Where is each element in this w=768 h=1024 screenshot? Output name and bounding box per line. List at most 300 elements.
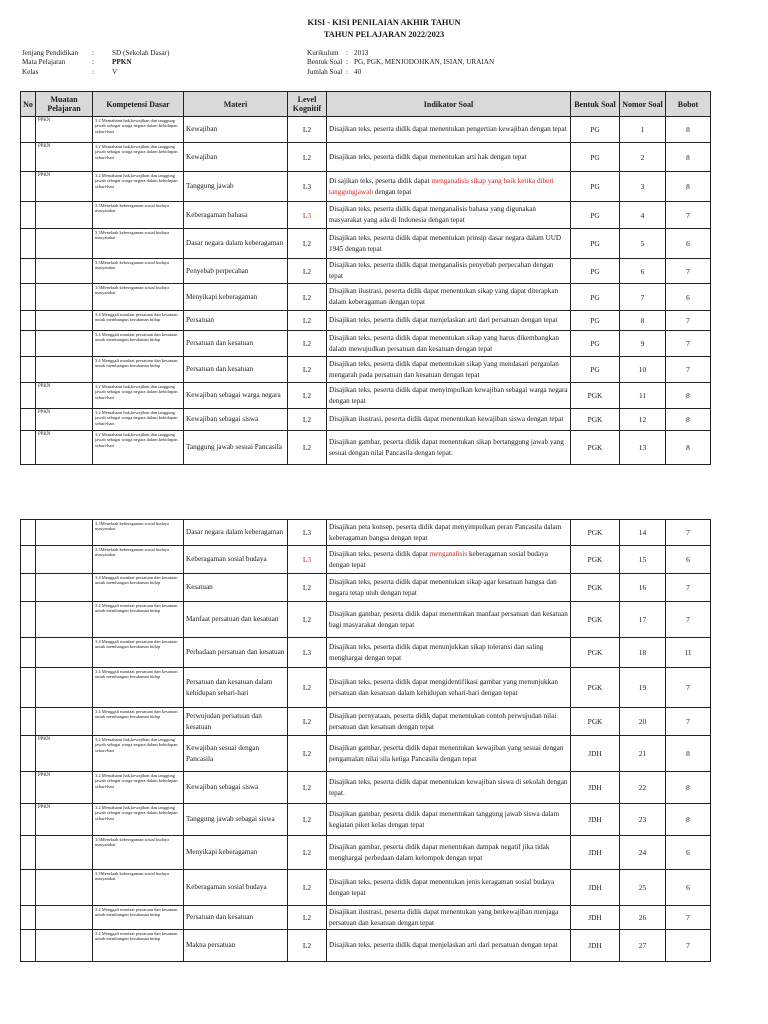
cell-muatan [36, 836, 93, 870]
cell-bobot: 8 [666, 736, 711, 772]
cell-bentuk: PG [571, 311, 620, 331]
cell-kompetensi: 3.2 Memahami hak,kewajiban dan tanggung jawab sebagai warga negara dalam kehidupan sehari-hari [93, 409, 184, 431]
table-row [21, 804, 711, 836]
cell-no [21, 383, 36, 409]
col-header-muatan: Muatan Pelajaran [36, 92, 93, 117]
highlight-text: menganalisis sikap yang baik ketika diberi tanggungjawab [329, 176, 554, 196]
cell-nomor: 9 [620, 331, 666, 357]
table-row [21, 668, 711, 708]
cell-indikator [327, 259, 571, 284]
cell-materi: Dasar negara dalam keberagaman [184, 520, 288, 546]
cell-indikator [327, 708, 571, 736]
cell-materi: Kewajiban [184, 117, 288, 143]
indikator-text: Disajikan gambar, peserta didik dapat menentukan sikap bertanggung jawab yang sesuai dengan nilai Pancasila dengan tepat. [329, 437, 564, 457]
cell-bobot: 6 [666, 836, 711, 870]
cell-bobot: 8 [666, 804, 711, 836]
cell-no [21, 117, 36, 143]
cell-indikator [327, 172, 571, 202]
cell-kompetensi: 3.3Menelaah keberagaman sosial budaya masyarakat [93, 546, 184, 574]
cell-materi: Kewajiban sesuai dengan Pancasila [184, 736, 288, 772]
cell-bentuk: PGK [571, 638, 620, 668]
cell-bentuk: PG [571, 284, 620, 311]
cell-indikator [327, 906, 571, 930]
indikator-text: keberagaman sosial budaya dengan tepat [329, 549, 548, 569]
table-row [21, 172, 711, 202]
cell-level: L2 [288, 906, 327, 930]
indikator-text: Disajikan teks, peserta didik dapat menentukan arti hak dengan tepat [329, 152, 527, 161]
cell-bentuk: PG [571, 117, 620, 143]
indikator-text: Disajikan teks, peserta didik dapat menentukan prinsip dasar negara dalam UUD 1945 dengan tepat [329, 233, 562, 253]
cell-muatan: PPKN [36, 117, 93, 143]
cell-kompetensi: 3.4 Menggali manfaat persatuan dan kesatuan untuk membangun kerukunan hidup [93, 708, 184, 736]
cell-level: L2 [288, 708, 327, 736]
cell-no [21, 602, 36, 638]
cell-level: L2 [288, 574, 327, 602]
kisi-table-page2 [20, 519, 711, 962]
cell-indikator [327, 409, 571, 431]
indikator-text: Disajikan gambar, peserta didik dapat menentukan manfaat persatuan dan kesatuan bagi masyarakat dengan tepat [329, 609, 568, 629]
cell-bentuk: PG [571, 229, 620, 259]
cell-materi: Penyebab perpecahan [184, 259, 288, 284]
cell-muatan: PPKN [36, 804, 93, 836]
indikator-text: Disajikan teks, peserta didik dapat menentukan sikap agar kesatuan bangsa dan negara tetap utuh dengan tepat [329, 577, 557, 597]
cell-muatan [36, 357, 93, 383]
cell-level: L2 [288, 772, 327, 804]
indikator-text: Disajikan teks, peserta didik dapat menganalisis bahasa yang digunakan masyarakat yang ada di Indonesia dengan tepat [329, 205, 536, 224]
cell-bobot: 11 [666, 638, 711, 668]
cell-muatan [36, 708, 93, 736]
cell-nomor: 24 [620, 836, 666, 870]
cell-bentuk: JDH [571, 836, 620, 870]
cell-no [21, 930, 36, 962]
cell-materi: Persatuan dan kesatuan [184, 331, 288, 357]
cell-muatan: PPKN [36, 736, 93, 772]
table-row [21, 259, 711, 284]
indikator-text: Disajikan teks, peserta didik dapat menyimpulkan kewajiban sebagai warga negara dengan tepat [329, 385, 568, 405]
cell-no [21, 202, 36, 229]
cell-muatan [36, 546, 93, 574]
cell-no [21, 736, 36, 772]
cell-materi: Perbadaan persatuan dan kesatuan [184, 638, 288, 668]
meta-kelas: Kelas : V [22, 67, 118, 76]
cell-indikator [327, 383, 571, 409]
cell-no [21, 172, 36, 202]
cell-nomor: 12 [620, 409, 666, 431]
indikator-text: Disajikan teks, peserta didik dapat menentukan sikap yang mendasari pergaulan mengarah pada persatuan dan kesatuan dengan tepat [329, 359, 559, 379]
cell-bobot: 7 [666, 668, 711, 708]
cell-no [21, 357, 36, 383]
cell-muatan: PPKN [36, 431, 93, 465]
cell-muatan [36, 311, 93, 331]
indikator-text: Disajikan pernyataan, peserta didik dapat menentukan contoh perwujudan nilai persatuan dan kesatuan dengan tepat [329, 711, 557, 731]
cell-bentuk: JDH [571, 906, 620, 930]
cell-bentuk: PG [571, 202, 620, 229]
cell-bentuk: PGK [571, 520, 620, 546]
cell-level: L2 [288, 409, 327, 431]
cell-indikator [327, 574, 571, 602]
indikator-text: Disajikan ilustrasi, peserta didik dapat menentukan yang berkewajiban menjaga persatuan dan kesatuan dengan tepat [329, 907, 559, 927]
col-header-indikator: Indikator Soal [327, 92, 571, 117]
cell-level: L2 [288, 431, 327, 465]
indikator-text: Disajikan teks, peserta didik dapat menunjukkan sikap toleransi dan saling menghargai dengan tepat [329, 642, 544, 662]
cell-materi: Tanggung jawab sebagai siswa [184, 804, 288, 836]
cell-level: L2 [288, 383, 327, 409]
table-row [21, 331, 711, 357]
cell-bentuk: PGK [571, 602, 620, 638]
cell-indikator [327, 331, 571, 357]
table-row [21, 930, 711, 962]
cell-bentuk: JDH [571, 870, 620, 906]
meta-mapel: Mata Pelajaran : PPKN [22, 58, 132, 67]
cell-level: L2 [288, 229, 327, 259]
indikator-text: Disajikan teks, peserta didik dapat menganalisis penyebab perpecahan dengan tepat [329, 261, 554, 280]
cell-kompetensi: 3.4 Menggali manfaat persatuan dan kesatuan untuk membangun kerukunan hidup [93, 357, 184, 383]
indikator-text: Disajikan teks, peserta didik dapat mengidentifikasi gambar yang menunjukkan persatuan dan kesatuan dalam kehidupan sehari-hari dengan tepat [329, 677, 558, 697]
cell-nomor: 11 [620, 383, 666, 409]
cell-bobot: 6 [666, 229, 711, 259]
cell-no [21, 638, 36, 668]
cell-level: L3 [288, 202, 327, 229]
cell-nomor: 15 [620, 546, 666, 574]
indikator-text: Disajikan gambar, peserta didik dapat menentukan tanggung jawab siswa dalam kegiatan piket kelas dengan tepat [329, 809, 560, 829]
cell-no [21, 708, 36, 736]
table-row [21, 284, 711, 311]
cell-bobot: 6 [666, 870, 711, 906]
cell-bobot: 6 [666, 546, 711, 574]
cell-nomor: 4 [620, 202, 666, 229]
cell-materi: Dasar negara dalam keberagaman [184, 229, 288, 259]
cell-indikator [327, 870, 571, 906]
cell-bentuk: JDH [571, 804, 620, 836]
cell-level: L2 [288, 736, 327, 772]
cell-muatan [36, 229, 93, 259]
cell-muatan [36, 259, 93, 284]
cell-no [21, 229, 36, 259]
cell-nomor: 26 [620, 906, 666, 930]
col-header-kd: Kompetensi Dasar [93, 92, 184, 117]
cell-kompetensi: 3.2 Memahami hak,kewajiban dan tanggung jawab sebagai warga negara dalam kehidupan sehari-hari [93, 117, 184, 143]
cell-level: L2 [288, 284, 327, 311]
indikator-text: Disajikan teks, peserta didik dapat menentukan sikap yang harus dikembangkan dalam mewujudkan persatuan dan kesatuan dengan tepat [329, 333, 559, 353]
cell-nomor: 6 [620, 259, 666, 284]
cell-materi: Persatuan [184, 311, 288, 331]
cell-muatan: PPKN [36, 772, 93, 804]
cell-bentuk: PGK [571, 668, 620, 708]
cell-level: L2 [288, 804, 327, 836]
cell-no [21, 668, 36, 708]
table-row [21, 836, 711, 870]
cell-indikator [327, 229, 571, 259]
indikator-text: Disajikan teks, peserta didik dapat menentukan kewajiban siswa di sekolah dengan tepat. [329, 777, 568, 797]
cell-no [21, 431, 36, 465]
cell-nomor: 18 [620, 638, 666, 668]
meta-kurikulum: Kurikulum : 2013 [307, 49, 369, 57]
cell-no [21, 284, 36, 311]
cell-bentuk: JDH [571, 772, 620, 804]
cell-indikator [327, 357, 571, 383]
cell-bentuk: PGK [571, 383, 620, 409]
cell-bentuk: PGK [571, 409, 620, 431]
cell-bobot: 8 [666, 431, 711, 465]
cell-no [21, 546, 36, 574]
cell-nomor: 16 [620, 574, 666, 602]
indikator-text: Disajikan teks, peserta didik dapat menjelaskan arti dari persatuan dengan tepat [329, 316, 558, 324]
cell-nomor: 21 [620, 736, 666, 772]
cell-level: L2 [288, 668, 327, 708]
cell-nomor: 17 [620, 602, 666, 638]
cell-indikator [327, 668, 571, 708]
cell-no [21, 143, 36, 172]
cell-bentuk: PG [571, 172, 620, 202]
cell-no [21, 409, 36, 431]
cell-kompetensi: 3.3Menelaah keberagaman sosial budaya masyarakat [93, 284, 184, 311]
cell-muatan [36, 870, 93, 906]
cell-no [21, 331, 36, 357]
cell-level: L2 [288, 836, 327, 870]
cell-materi: Kesatuan [184, 574, 288, 602]
cell-indikator [327, 602, 571, 638]
indikator-text: Disajikan gambar, peserta didik dapat menentukan kewajiban yang sesuai dengan pengamalan nilai sila ketiga Pancasila dengan tepat [329, 743, 564, 763]
cell-no [21, 311, 36, 331]
cell-bobot: 7 [666, 574, 711, 602]
table-row [21, 574, 711, 602]
cell-level: L3 [288, 520, 327, 546]
cell-bobot: 7 [666, 357, 711, 383]
table-row [21, 357, 711, 383]
cell-bobot: 8 [666, 172, 711, 202]
cell-indikator [327, 431, 571, 465]
cell-kompetensi: 3.2 Memahami hak,kewajiban dan tanggung jawab sebagai warga negara dalam kehidupan sehari-hari [93, 736, 184, 772]
cell-kompetensi: 3.4 Menggali manfaat persatuan dan kesatuan untuk membangun kerukunan hidup [93, 602, 184, 638]
cell-nomor: 3 [620, 172, 666, 202]
cell-materi: Kewajiban sebagai siswa [184, 409, 288, 431]
cell-kompetensi: 3.3Menelaah keberagaman sosial budaya masyarakat [93, 202, 184, 229]
cell-kompetensi: 3.4 Menggali manfaat persatuan dan kesatuan untuk membangun kerukunan hidup [93, 668, 184, 708]
table-row [21, 409, 711, 431]
cell-kompetensi: 3.4 Menggali manfaat persatuan dan kesatuan untuk membangun kerukunan hidup [93, 311, 184, 331]
col-header-level: Level Kognitif [288, 92, 327, 117]
cell-bobot: 8 [666, 409, 711, 431]
cell-bobot: 7 [666, 259, 711, 284]
indikator-text: Disajikan gambar, peserta didik dapat menentukan dampak negatif jika tidak menghargai perbedaan dalam kelompok dengan tepat [329, 842, 550, 862]
cell-nomor: 22 [620, 772, 666, 804]
cell-kompetensi: 3.2 Memahami hak,kewajiban dan tanggung jawab sebagai warga negara dalam kehidupan sehari-hari [93, 143, 184, 172]
cell-bobot: 7 [666, 708, 711, 736]
meta-jumlah-soal: Jumlah Soal : 40 [307, 67, 362, 76]
table-row [21, 772, 711, 804]
cell-no [21, 836, 36, 870]
cell-bentuk: PGK [571, 546, 620, 574]
indikator-text: Disajikan ilustrasi, peserta didik dapat menentukan sikap yang dapat diterapkan dalam keberagaman dengan tepat [329, 287, 559, 306]
cell-kompetensi: 3.3Menelaah keberagaman sosial budaya masyarakat [93, 836, 184, 870]
cell-kompetensi: 3.3Menelaah keberagaman sosial budaya masyarakat [93, 259, 184, 284]
cell-level: L2 [288, 311, 327, 331]
table-row [21, 520, 711, 546]
cell-kompetensi: 3.4 Menggali manfaat persatuan dan kesatuan untuk membangun kerukunan hidup [93, 574, 184, 602]
cell-materi: Keberagaman sosial budaya [184, 870, 288, 906]
cell-level: L2 [288, 930, 327, 962]
cell-nomor: 8 [620, 311, 666, 331]
cell-bentuk: PG [571, 143, 620, 172]
cell-kompetensi: 3.2 Memahami hak,kewajiban dan tanggung jawab sebagai warga negara dalam kehidupan sehari-hari [93, 772, 184, 804]
cell-nomor: 20 [620, 708, 666, 736]
cell-materi: Tanggung jawab sesuai Pancasila [184, 431, 288, 465]
cell-bentuk: PGK [571, 574, 620, 602]
meta-right [307, 49, 494, 77]
cell-materi: Makna persatuan [184, 930, 288, 962]
table-row [21, 870, 711, 906]
indikator-text: Disajikan peta konsep, peserta didik dapat menyimpulkan peran Pancasila dalam keberagaman bangsa dengan tepat [329, 522, 562, 542]
cell-nomor: 2 [620, 143, 666, 172]
cell-no [21, 772, 36, 804]
cell-muatan [36, 574, 93, 602]
cell-indikator [327, 772, 571, 804]
table-header-row [21, 92, 711, 117]
indikator-text: Disajikan teks, peserta didik dapat menjelaskan arti dari persatuan dengan tepat [329, 941, 558, 949]
indikator-text: Disajikan teks, peserta didik dapat menentukan jenis keragaman sosial budaya dengan tepat [329, 877, 555, 897]
cell-level: L3 [288, 638, 327, 668]
cell-kompetensi: 3.4 Menggali manfaat persatuan dan kesatuan untuk membangun kerukunan hidup [93, 930, 184, 962]
cell-materi: Keberagaman sosial budaya [184, 546, 288, 574]
indikator-text: Di sajikan teks, peserta didik dapat [329, 176, 432, 185]
indikator-text: Disajikan ilustrasi, peserta didik dapat menentukan kewajiban siswa dengan tepat [329, 415, 564, 423]
cell-level: L2 [288, 143, 327, 172]
table-row [21, 143, 711, 172]
table-row [21, 602, 711, 638]
cell-indikator [327, 804, 571, 836]
cell-muatan: PPKN [36, 172, 93, 202]
table-row [21, 638, 711, 668]
cell-nomor: 23 [620, 804, 666, 836]
cell-bentuk: JDH [571, 930, 620, 962]
cell-no [21, 259, 36, 284]
cell-indikator [327, 284, 571, 311]
cell-indikator [327, 836, 571, 870]
document-subtitle: TAHUN PELAJARAN 2022/2023 [323, 30, 445, 39]
cell-nomor: 13 [620, 431, 666, 465]
cell-bobot: 7 [666, 906, 711, 930]
table-row [21, 383, 711, 409]
cell-nomor: 27 [620, 930, 666, 962]
meta-left [22, 49, 170, 77]
cell-level: L2 [288, 357, 327, 383]
meta-bentuk-soal: Bentuk Soal : PG, PGK, MENJODOHKAN, ISIAN, URAIAN [307, 58, 495, 67]
cell-kompetensi: 3.3Menelaah keberagaman sosial budaya masyarakat [93, 870, 184, 906]
cell-bobot: 8 [666, 383, 711, 409]
cell-bobot: 8 [666, 772, 711, 804]
cell-bentuk: PGK [571, 708, 620, 736]
cell-muatan [36, 202, 93, 229]
cell-nomor: 19 [620, 668, 666, 708]
cell-level: L2 [288, 117, 327, 143]
cell-indikator [327, 117, 571, 143]
document-title: KISI - KISI PENILAIAN AKHIR TAHUN [307, 18, 461, 27]
cell-indikator [327, 202, 571, 229]
cell-materi: Perwujudan persatuan dan kesatuan [184, 708, 288, 736]
cell-bobot: 7 [666, 311, 711, 331]
cell-materi: Keberagaman bahasa [184, 202, 288, 229]
cell-muatan [36, 602, 93, 638]
table-row [21, 736, 711, 772]
cell-nomor: 5 [620, 229, 666, 259]
table-row [21, 546, 711, 574]
cell-nomor: 1 [620, 117, 666, 143]
cell-bentuk: JDH [571, 736, 620, 772]
cell-bobot: 7 [666, 202, 711, 229]
cell-indikator [327, 143, 571, 172]
indikator-text: dengan tepat [372, 187, 412, 196]
cell-no [21, 574, 36, 602]
cell-indikator [327, 638, 571, 668]
cell-bentuk: PG [571, 259, 620, 284]
cell-level: L3 [288, 172, 327, 202]
cell-muatan [36, 930, 93, 962]
indikator-text: Disajikan teks, peserta didik dapat menentukan pengertian kewajiban dengan tepat [329, 125, 567, 133]
cell-bobot: 7 [666, 331, 711, 357]
cell-level: L3 [288, 546, 327, 574]
cell-kompetensi: 3.4 Menggali manfaat persatuan dan kesatuan untuk membangun kerukunan hidup [93, 906, 184, 930]
table-row [21, 202, 711, 229]
cell-bobot: 6 [666, 284, 711, 311]
cell-materi: Persatuan dan kesatuan [184, 357, 288, 383]
table-row [21, 431, 711, 465]
cell-indikator [327, 930, 571, 962]
kisi-table-page1 [20, 91, 711, 465]
cell-muatan: PPKN [36, 409, 93, 431]
col-header-nomor: Nomor Soal [620, 92, 666, 117]
col-header-bentuk: Bentuk Soal [571, 92, 620, 117]
col-header-bobot: Bobot [666, 92, 711, 117]
cell-muatan: PPKN [36, 143, 93, 172]
cell-kompetensi: 3.4 Menggali manfaat persatuan dan kesatuan untuk membangun kerukunan hidup [93, 331, 184, 357]
cell-level: L2 [288, 870, 327, 906]
cell-materi: Manfaat persatuan dan kesatuan [184, 602, 288, 638]
cell-nomor: 14 [620, 520, 666, 546]
cell-kompetensi: 3.2 Memahami hak,kewajiban dan tanggung jawab sebagai warga negara dalam kehidupan sehari-hari [93, 383, 184, 409]
cell-kompetensi: 3.2 Memahami hak,kewajiban dan tanggung jawab sebagai warga negara dalam kehidupan sehari-hari [93, 804, 184, 836]
cell-muatan [36, 638, 93, 668]
table-row [21, 708, 711, 736]
cell-bobot: 7 [666, 930, 711, 962]
cell-bobot: 7 [666, 520, 711, 546]
cell-no [21, 870, 36, 906]
cell-muatan [36, 284, 93, 311]
col-header-no: No [21, 92, 36, 117]
table-row [21, 229, 711, 259]
cell-level: L2 [288, 331, 327, 357]
cell-level: L2 [288, 259, 327, 284]
cell-muatan [36, 520, 93, 546]
cell-nomor: 7 [620, 284, 666, 311]
cell-muatan: PPKN [36, 383, 93, 409]
cell-nomor: 10 [620, 357, 666, 383]
cell-kompetensi: 3.3Menelaah keberagaman sosial budaya masyarakat [93, 229, 184, 259]
cell-bobot: 8 [666, 117, 711, 143]
cell-indikator [327, 546, 571, 574]
cell-no [21, 804, 36, 836]
cell-kompetensi: 3.4 Menggali manfaat persatuan dan kesatuan untuk membangun kerukunan hidup [93, 638, 184, 668]
cell-kompetensi: 3.2 Memahami hak,kewajiban dan tanggung jawab sebagai warga negara dalam kehidupan sehari-hari [93, 431, 184, 465]
cell-materi: Menyikapi keberagaman [184, 836, 288, 870]
cell-materi: Menyikapi keberagaman [184, 284, 288, 311]
table-row [21, 311, 711, 331]
table-row [21, 906, 711, 930]
indikator-text: Disajikan teks, peserta didik dapat [329, 549, 430, 558]
cell-materi: Kewajiban sebagai warga negara [184, 383, 288, 409]
cell-indikator [327, 736, 571, 772]
cell-materi: Kewajiban [184, 143, 288, 172]
cell-muatan [36, 906, 93, 930]
